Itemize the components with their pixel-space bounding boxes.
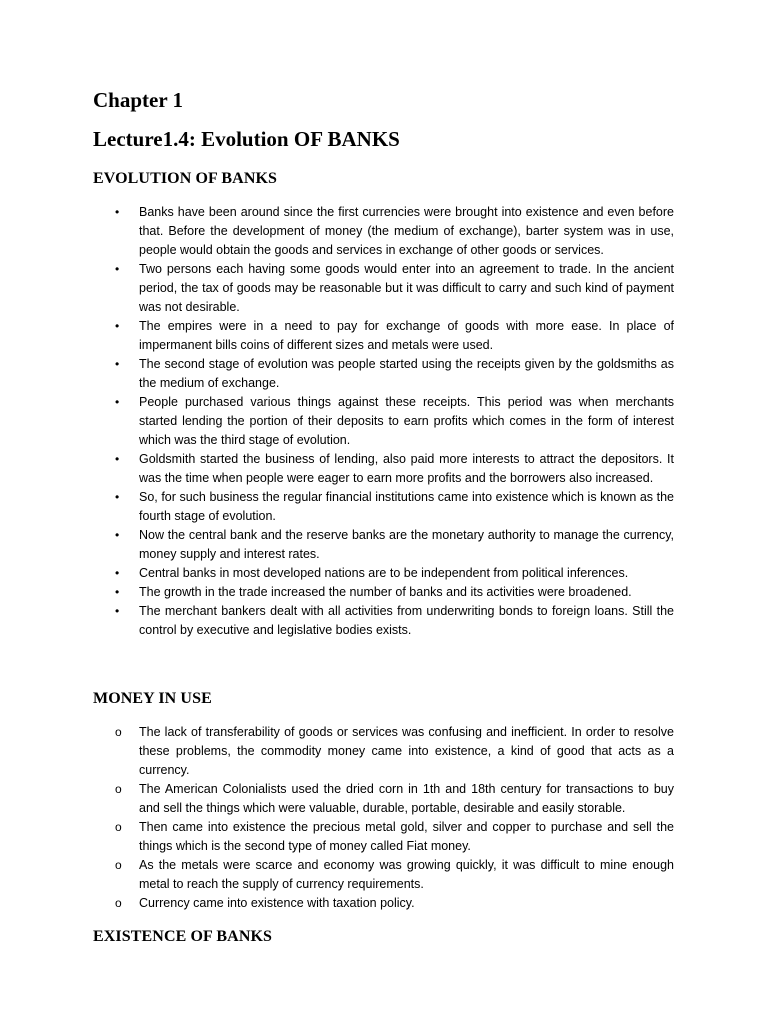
section-heading-existence-of-banks: EXISTENCE OF BANKS bbox=[93, 928, 273, 945]
list-item bbox=[0, 355, 674, 393]
list-item-text: The second stage of evolution was people started using the receipts given by the goldsmiths as the medium of exchange. bbox=[139, 357, 674, 390]
list-item bbox=[0, 602, 674, 640]
lecture-title: Lecture1.4: Evolution OF BANKS bbox=[93, 127, 400, 151]
list-item bbox=[0, 818, 674, 856]
list-item-text: The merchant bankers dealt with all activities from underwriting bonds to foreign loans. Still the control by executive and legislative bodies exists. bbox=[139, 604, 674, 637]
list-item-text: Currency came into existence with taxation policy. bbox=[139, 896, 415, 910]
bullet-marker: • bbox=[115, 528, 120, 542]
list-item-text: Central banks in most developed nations are to be independent from political inferences. bbox=[139, 566, 629, 580]
list-item bbox=[0, 450, 674, 488]
bullet-marker: • bbox=[115, 452, 120, 466]
list-item bbox=[0, 203, 674, 260]
list-item bbox=[0, 564, 674, 583]
circle-bullet-marker: o bbox=[115, 820, 122, 834]
list-item-text: As the metals were scarce and economy was growing quickly, it was difficult to mine enough metal to reach the supply of currency requirements. bbox=[139, 858, 674, 891]
list-item-text: So, for such business the regular financial institutions came into existence which is known as the fourth stage of evolution. bbox=[139, 490, 674, 523]
list-item bbox=[0, 393, 674, 450]
list-item-text: The growth in the trade increased the number of banks and its activities were broadened. bbox=[139, 585, 632, 599]
circle-bullet-marker: o bbox=[115, 896, 122, 910]
list-item bbox=[0, 488, 674, 526]
list-item-text: The American Colonialists used the dried corn in 1th and 18th century for transactions to buy and sell the things which were valuable, durable, portable, desirable and easily storable. bbox=[139, 782, 674, 815]
section-heading-evolution-of-banks: EVOLUTION OF BANKS bbox=[93, 170, 278, 187]
list-item bbox=[0, 526, 674, 564]
bullet-marker: • bbox=[115, 262, 120, 276]
evolution-bullet-list bbox=[0, 203, 768, 640]
bullet-marker: • bbox=[115, 395, 120, 409]
bullet-marker: • bbox=[115, 566, 120, 580]
chapter-heading: Chapter 1 bbox=[93, 88, 184, 112]
list-item bbox=[0, 583, 674, 602]
list-item bbox=[0, 780, 674, 818]
list-item bbox=[0, 723, 674, 780]
bullet-marker: • bbox=[115, 319, 120, 333]
section-heading-money-in-use: MONEY IN USE bbox=[93, 690, 212, 707]
list-item-text: Goldsmith started the business of lending, also paid more interests to attract the depositors. It was the time when people were eager to earn more profits and the borrowers also increased. bbox=[139, 452, 674, 485]
list-item bbox=[0, 317, 674, 355]
list-item-text: The empires were in a need to pay for exchange of goods with more ease. In place of impermanent bills coins of different sizes and metals were used. bbox=[139, 319, 674, 352]
list-item-text: Then came into existence the precious metal gold, silver and copper to purchase and sell the things which is the second type of money called Fiat money. bbox=[139, 820, 674, 853]
circle-bullet-marker: o bbox=[115, 725, 122, 739]
bullet-marker: • bbox=[115, 357, 120, 371]
list-item-text: Now the central bank and the reserve banks are the monetary authority to manage the currency, money supply and interest rates. bbox=[139, 528, 674, 561]
list-item bbox=[0, 856, 674, 894]
bullet-marker: • bbox=[115, 490, 120, 504]
list-item-text: People purchased various things against these receipts. This period was when merchants started lending the portion of their deposits to earn profits which comes in the form of interest which was the third stage of evolution. bbox=[139, 395, 674, 447]
bullet-marker: • bbox=[115, 585, 120, 599]
list-item-text: Banks have been around since the first currencies were brought into existence and even before that. Before the development of money (the medium of exchange), barter system was in use, people would obtain the goods and services in exchange of other goods or services. bbox=[139, 205, 674, 257]
circle-bullet-marker: o bbox=[115, 858, 122, 872]
list-item bbox=[0, 260, 674, 317]
bullet-marker: • bbox=[115, 205, 120, 219]
money-in-use-list bbox=[0, 723, 768, 913]
list-item-text: The lack of transferability of goods or services was confusing and inefficient. In order to resolve these problems, the commodity money came into existence, a kind of good that acts as a currency. bbox=[139, 725, 674, 777]
list-item bbox=[0, 894, 674, 913]
bullet-marker: • bbox=[115, 604, 120, 618]
circle-bullet-marker: o bbox=[115, 782, 122, 796]
list-item-text: Two persons each having some goods would enter into an agreement to trade. In the ancient period, the tax of goods may be reasonable but it was difficult to carry and such kind of payment was not desirable. bbox=[139, 262, 674, 314]
